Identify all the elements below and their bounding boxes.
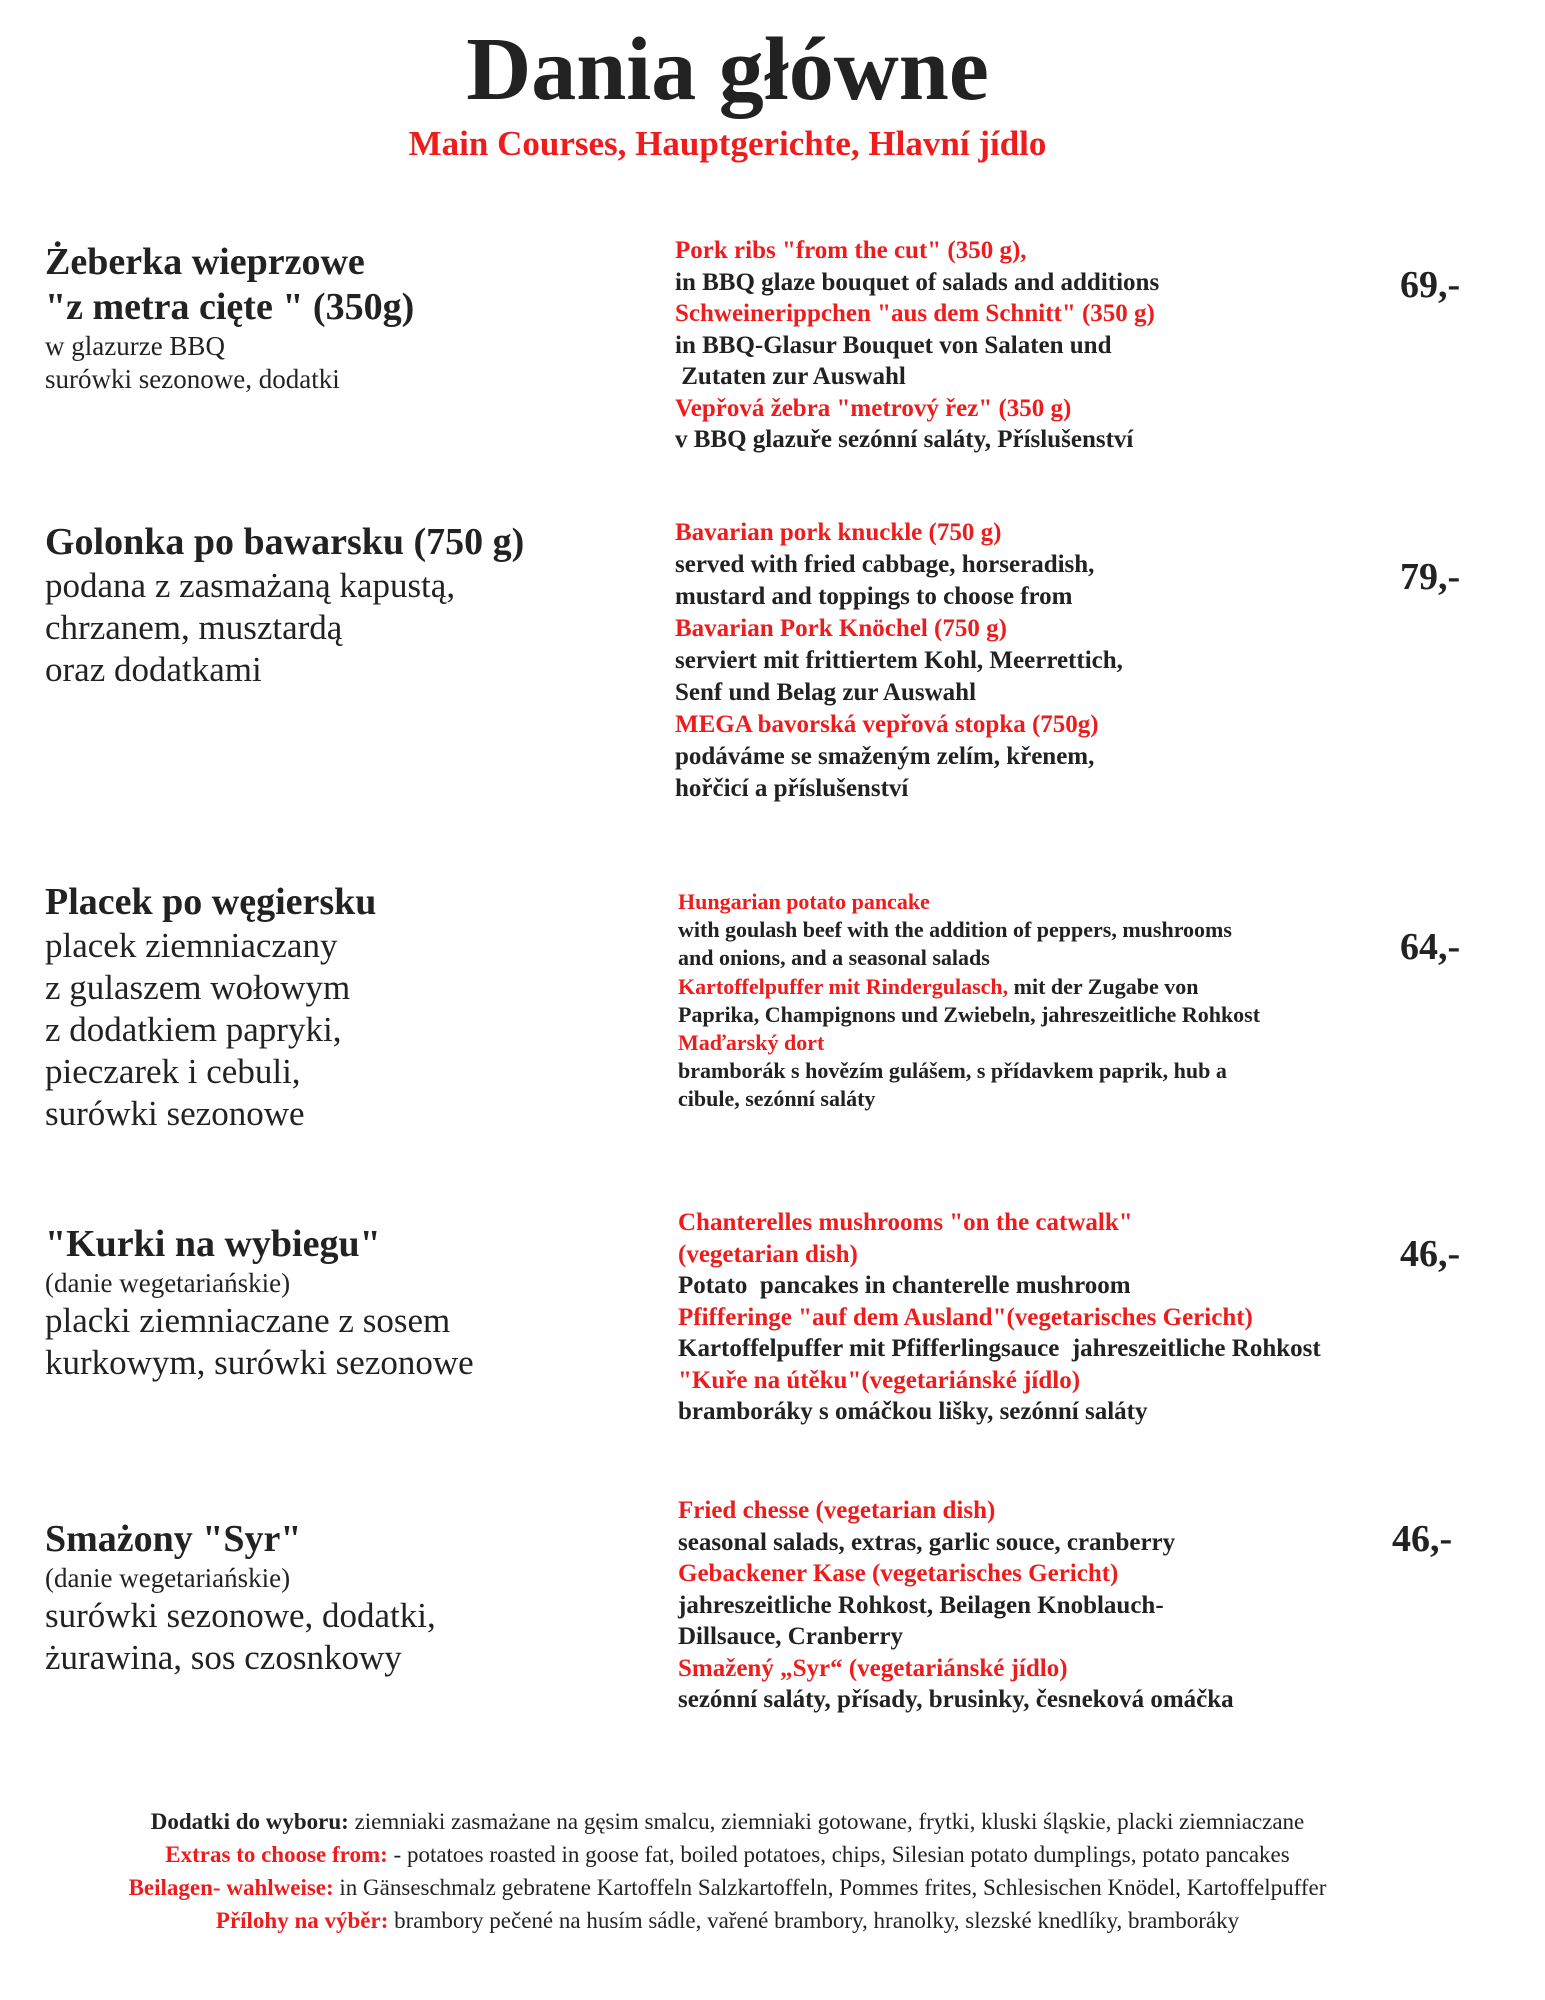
- dish-translations: [678, 1207, 1418, 1428]
- dish-polish-block: [45, 1517, 645, 1679]
- dish-price: 79,-: [1400, 556, 1461, 598]
- translation-title: Schweinerippchen "aus dem Schnitt" (350 g): [675, 300, 1155, 327]
- translation-title: Pork ribs "from the cut" (350 g),: [675, 237, 1027, 264]
- dish-polish-block: [45, 240, 645, 396]
- dish-name: Żeberka wieprzowe: [45, 241, 365, 283]
- dish-description: w glazurze BBQ: [45, 331, 225, 361]
- dish-description: oraz dodatkami: [45, 650, 262, 689]
- dish-description: z gulaszem wołowym: [45, 968, 351, 1007]
- dish-translations: [675, 235, 1415, 456]
- dish-description: surówki sezonowe, dodatki,: [45, 1596, 436, 1635]
- dish-name: Smażony "Syr": [45, 1518, 302, 1560]
- extras-label: Beilagen- wahlweise:: [128, 1875, 334, 1900]
- dish-name: Placek po węgiersku: [45, 881, 377, 923]
- translation-text: in BBQ glaze bouquet of salads and additions: [675, 268, 1160, 296]
- dish-description: surówki sezonowe, dodatki: [45, 364, 340, 394]
- dish-price: 46,-: [1400, 1233, 1461, 1275]
- dish-polish-block: [45, 880, 645, 1135]
- translation-title: Smažený „Syr“ (vegetariánské jídlo): [678, 1654, 1068, 1682]
- translation-title: Bavarian Pork Knöchel (750 g): [675, 615, 1007, 642]
- translation-title: "Kuře na útěku"(vegetariánské jídlo): [678, 1366, 1081, 1394]
- page-subtitle: Main Courses, Hauptgerichte, Hlavní jídlo: [408, 124, 1047, 163]
- dish-translations: [678, 888, 1418, 1114]
- dish-description: podana z zasmażaną kapustą,: [45, 566, 456, 605]
- translation-text: bramborák s hovězím gulášem, s přídavkem paprik, hub a: [678, 1058, 1227, 1084]
- extras-line-pl: [0, 1805, 1455, 1838]
- dish-description: placek ziemniaczany: [45, 926, 338, 965]
- dish-polish-block: [45, 520, 645, 691]
- dish-description: placki ziemniaczane z sosem: [45, 1301, 451, 1340]
- extras-label: Extras to choose from:: [165, 1842, 388, 1867]
- dish-translations: [678, 1495, 1418, 1716]
- translation-title: Bavarian pork knuckle (750 g): [675, 519, 1002, 546]
- extras-label: Dodatki do wyboru:: [150, 1809, 349, 1834]
- extras-line-de: [0, 1871, 1455, 1904]
- translation-text: podáváme se smaženým zelím, křenem,: [675, 743, 1095, 770]
- dish-description: pieczarek i cebuli,: [45, 1052, 301, 1091]
- translation-title: Gebackener Kase (vegetarisches Gericht): [678, 1560, 1119, 1587]
- translation-text: served with fried cabbage, horseradish,: [675, 551, 1095, 578]
- translation-title: Chanterelles mushrooms "on the catwalk": [678, 1209, 1133, 1236]
- translation-text: seasonal salads, extras, garlic souce, cranberry: [678, 1528, 1176, 1556]
- dish-price: 46,-: [1392, 1518, 1453, 1560]
- translation-title: Fried chesse (vegetarian dish): [678, 1497, 996, 1524]
- translation-title: Kartoffelpuffer mit Rindergulasch,: [678, 973, 1009, 999]
- dish-translations: [675, 517, 1415, 805]
- dish-price: 69,-: [1400, 264, 1461, 306]
- translation-text: serviert mit frittiertem Kohl, Meerrettich,: [675, 647, 1123, 674]
- translation-text: Paprika, Champignons und Zwiebeln, jahreszeitliche Rohkost: [678, 1001, 1261, 1027]
- dish-description: kurkowym, surówki sezonowe: [45, 1343, 474, 1382]
- translation-text: in BBQ-Glasur Bouquet von Salaten und: [675, 331, 1112, 359]
- dish-note: (danie wegetariańskie): [45, 1563, 291, 1593]
- translation-text: and onions, and a seasonal salads: [678, 945, 990, 971]
- dish-description: z dodatkiem papryki,: [45, 1010, 342, 1049]
- dish-name: "z metra cięte " (350g): [45, 286, 415, 328]
- translation-text: bramboráky s omáčkou lišky, sezónní saláty: [678, 1398, 1148, 1425]
- dish-price: 64,-: [1400, 926, 1461, 968]
- translation-title: MEGA bavorská vepřová stopka (750g): [675, 711, 1099, 738]
- translation-title: Vepřová žebra "metrový řez" (350 g): [675, 394, 1072, 422]
- translation-text: hořčicí a příslušenství: [675, 775, 909, 802]
- translation-text: with goulash beef with the addition of peppers, mushrooms: [678, 917, 1232, 943]
- dish-description: żurawina, sos czosnkowy: [45, 1638, 402, 1677]
- extras-label: Přílohy na výběr:: [215, 1908, 389, 1933]
- translation-title: (vegetarian dish): [678, 1240, 858, 1268]
- translation-text: v BBQ glazuře sezónní saláty, Příslušenství: [675, 426, 1134, 453]
- translation-title: Hungarian potato pancake: [678, 889, 930, 914]
- translation-title: Pfifferinge "auf dem Ausland"(vegetarisches Gericht): [678, 1303, 1253, 1331]
- translation-text: cibule, sezónní saláty: [678, 1086, 876, 1112]
- extras-line-en: [0, 1838, 1455, 1871]
- translation-text: Dillsauce, Cranberry: [678, 1623, 903, 1650]
- dish-name: "Kurki na wybiegu": [45, 1223, 381, 1265]
- dish-polish-block: [45, 1222, 645, 1384]
- dish-note: (danie wegetariańskie): [45, 1268, 291, 1298]
- translation-text: mustard and toppings to choose from: [675, 583, 1073, 610]
- translation-text: sezónní saláty, přísady, brusinky, česneková omáčka: [678, 1686, 1234, 1713]
- extras-text: brambory pečené na husím sádle, vařené brambory, hranolky, slezské knedlíky, bramboráky: [388, 1908, 1240, 1933]
- page-title: Dania główne: [466, 20, 989, 119]
- translation-title: Maďarský dort: [678, 1030, 825, 1056]
- translation-text: Senf und Belag zur Auswahl: [675, 679, 977, 706]
- translation-text: Potato pancakes in chanterelle mushroom: [678, 1272, 1131, 1299]
- translation-text: mit der Zugabe von: [1008, 973, 1199, 999]
- translation-text: Zutaten zur Auswahl: [675, 363, 906, 390]
- extras-line-cz: [0, 1904, 1455, 1937]
- extras-section: [0, 1805, 1455, 1937]
- dish-name: Golonka po bawarsku (750 g): [45, 521, 525, 563]
- dish-description: chrzanem, musztardą: [45, 608, 343, 647]
- extras-text: ziemniaki zasmażane na gęsim smalcu, ziemniaki gotowane, frytki, kluski śląskie, placki ziemniaczane: [348, 1809, 1305, 1834]
- translation-text: Kartoffelpuffer mit Pfifferlingsauce jahreszeitliche Rohkost: [678, 1335, 1321, 1362]
- extras-text: in Gänseschmalz gebratene Kartoffeln Salzkartoffeln, Pommes frites, Schlesischen Knödel, Kartoffelpuffer: [333, 1875, 1327, 1900]
- extras-text: - potatoes roasted in goose fat, boiled potatoes, chips, Silesian potato dumplings, potato pancakes: [387, 1842, 1290, 1867]
- translation-text: jahreszeitliche Rohkost, Beilagen Knoblauch-: [678, 1591, 1164, 1619]
- dish-description: surówki sezonowe: [45, 1094, 305, 1133]
